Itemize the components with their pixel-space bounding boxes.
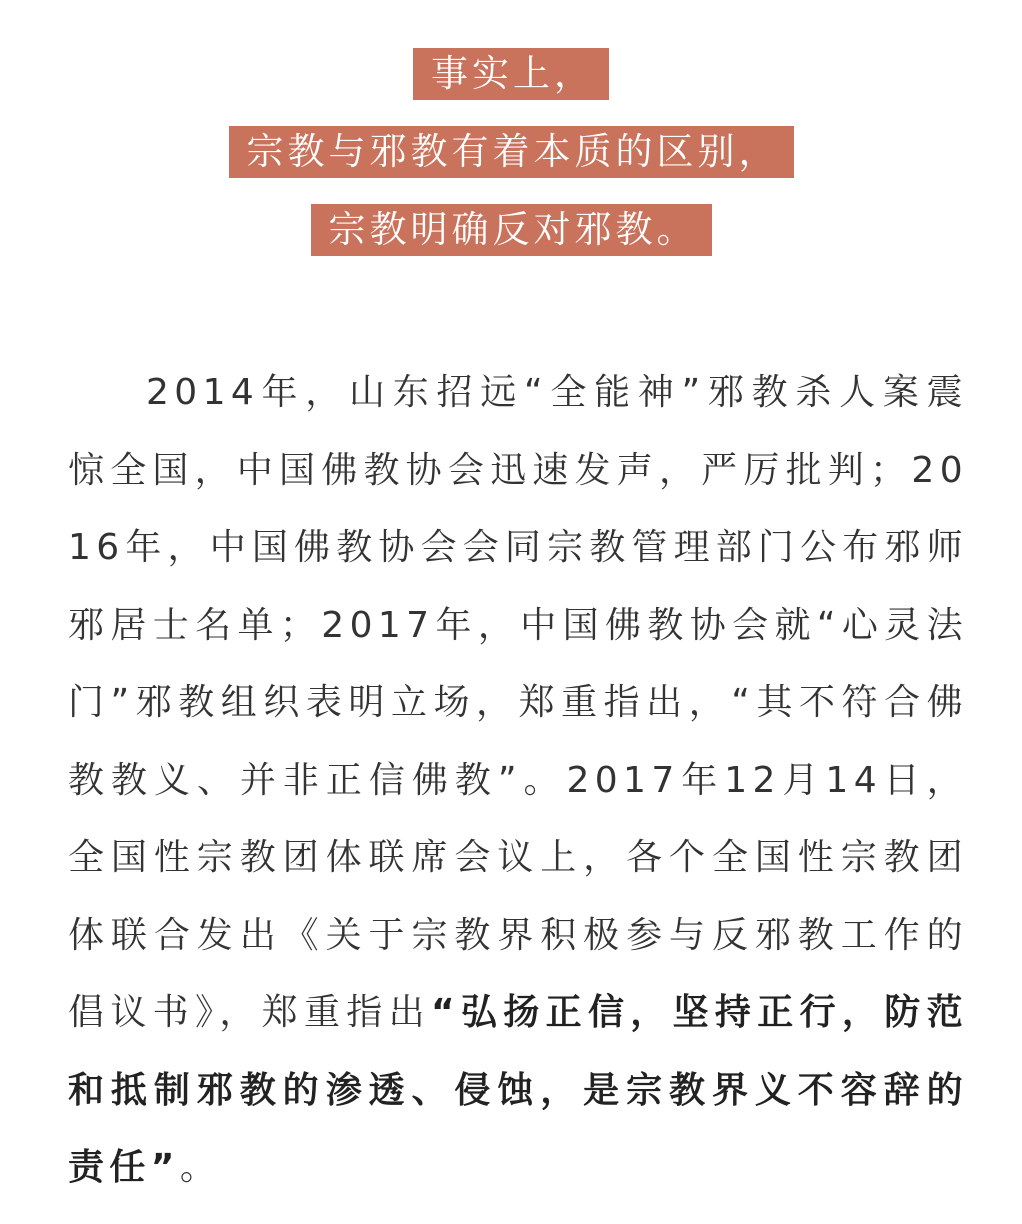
paragraph-text: 2014年，山东招远“全能神”邪教杀人案震惊全国，中国佛教协会迅速发声，严厉批判；2016年，中国佛教协会会同宗教管理部门公布邪师邪居士名单；2017年，中国佛教协会就“心灵法门”邪教组织表明立场，郑重指出，“其不符合佛教教义、并非正信佛教”。2017年12月14日，全国性宗教团体联席会议上，各个全国性宗教团体联合发出《关于宗教界积极参与反邪教工作的倡议书》，郑重指出 (68, 372, 968, 1033)
emphasized-quote: “弘扬正信，坚持正行，防范和抵制邪教的渗透、侵蚀，是宗教界义不容辞的责任” (68, 992, 968, 1188)
article-body (68, 354, 968, 1207)
article-paragraph (68, 354, 968, 1207)
headline-block (0, 48, 1022, 282)
headline-line-3: 宗教明确反对邪教。 (311, 204, 712, 256)
headline-line-2: 宗教与邪教有着本质的区别， (229, 126, 794, 178)
paragraph-ending: 。 (179, 1147, 222, 1188)
headline-line-1: 事实上， (413, 48, 609, 100)
